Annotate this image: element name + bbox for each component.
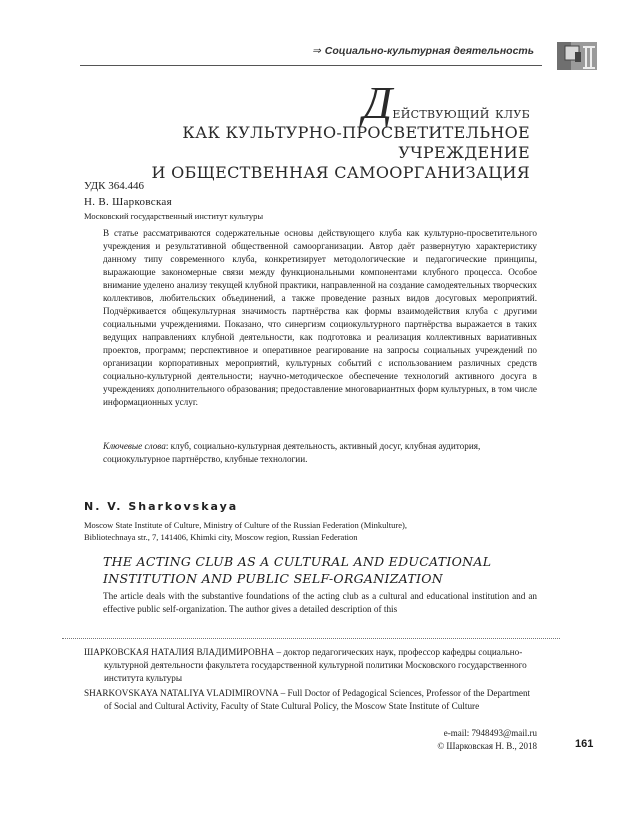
arrow-right-icon: ⇒: [311, 45, 321, 57]
running-header: [312, 45, 534, 57]
author-info-en-text: – Full Doctor of Pedagogical Sciences, Professor of the Department of Social and Cultural Activity, Faculty of State Cultural Policy, the Moscow State Institute of Culture: [104, 688, 531, 711]
keywords-text: : клуб, социально-культурная деятельность, активный досуг, клубная аудитория, социокультурное партнёрство, клубные технологии.: [103, 441, 481, 464]
keywords-label: Ключевые слова: [103, 441, 166, 451]
abstract-ru: В статье рассматриваются содержательные основы действующего клуба как культурно-просветительного учреждения и результативной общественной самоорганизации. Автор даёт развернутую характеристику данному типу современного клуба, конкретизирует методологические и педагогические принципы, выражающие закономерные связи между функциональными компонентами клубного процесса. Особое внимание уделено анализу текущей клубной практики, направленной на создание самодеятельных творческих коллективов, любительских объединений, а также проведение разных видов досуговых мероприятий. Подчёркивается общекультурная значимость партнёрства как формы взаимодействия клуба с другими социальными учреждениями. Показано, что синергизм социокультурного партнёрства выражается в таких ведущих направлениях клубной деятельности, как подготовка и реализация коллективных вариативных проектов, программ; перспективное и оперативное реагирование на запросы социальных учреждений по организации корпоративных мероприятий, культурных событий с использованием различных средств социально-культурной деятельности; научно-методическое обеспечение технологий активного досуга в учреждениях дополнительного образования; предоставление многовариантных форм культурных, в том числе информационных услуг.: [103, 228, 537, 407]
udc-code: УДК 364.446: [84, 180, 145, 192]
email-address[interactable]: e-mail: 7948493@mail.ru: [443, 728, 537, 738]
title-drop-cap: Д: [362, 77, 393, 128]
author-name-ru: Н. В. Шарковская: [84, 196, 172, 208]
section-title: Социально-культурная деятельность: [324, 45, 534, 57]
author-name-en: N. V. Sharkovskaya: [84, 500, 239, 513]
institution-en: [84, 519, 554, 543]
institution-en-line-2: Bibliotechnaya str., 7, 141406, Khimki city, Moscow region, Russian Federation: [84, 532, 358, 542]
keywords-ru: [103, 440, 537, 466]
journal-logo-icon: [557, 38, 597, 70]
title-line-1-rest: ействующий клуб: [392, 103, 530, 122]
author-info-en-name: SHARKOVSKAYA NATALIYA VLADIMIROVNA: [84, 688, 279, 698]
footnote-divider: [62, 638, 560, 639]
author-info-ru-name: ШАРКОВСКАЯ НАТАЛИЯ ВЛАДИМИРОВНА: [84, 647, 275, 657]
title-line-2: КАК КУЛЬТУРНО-ПРОСВЕТИТЕЛЬНОЕ УЧРЕЖДЕНИЕ: [182, 123, 530, 162]
author-info-en: [84, 687, 540, 713]
institution-en-line-1: Moscow State Institute of Culture, Ministry of Culture of the Russian Federation (Minkulture),: [84, 520, 407, 530]
title-line-1: [90, 77, 530, 128]
author-info-ru: [84, 646, 540, 685]
article-title-en: [103, 553, 543, 587]
institution-ru: Московский государственный институт культуры: [84, 211, 264, 221]
header-rule: [80, 65, 542, 66]
page-number: 161: [575, 738, 594, 750]
contact-block: [437, 727, 537, 753]
title-line-3: И ОБЩЕСТВЕННАЯ САМООРГАНИЗАЦИЯ: [151, 163, 530, 182]
title-en-line-1: THE ACTING CLUB AS A CULTURAL AND EDUCATIONAL: [103, 554, 492, 569]
article-title-ru: [90, 77, 530, 183]
title-en-line-2: INSTITUTION AND PUBLIC SELF-ORGANIZATION: [103, 571, 444, 586]
copyright: © Шарковская Н. В., 2018: [437, 741, 537, 751]
author-info-ru-text: – доктор педагогических наук, профессор кафедры социально-культурной деятельности факультета государственной культурной политики Московского государственного института культуры: [104, 647, 527, 683]
abstract-en: The article deals with the substantive foundations of the acting club as a cultural and educational institution and an effective public self-organization. The author gives a detailed description of this: [103, 591, 537, 614]
